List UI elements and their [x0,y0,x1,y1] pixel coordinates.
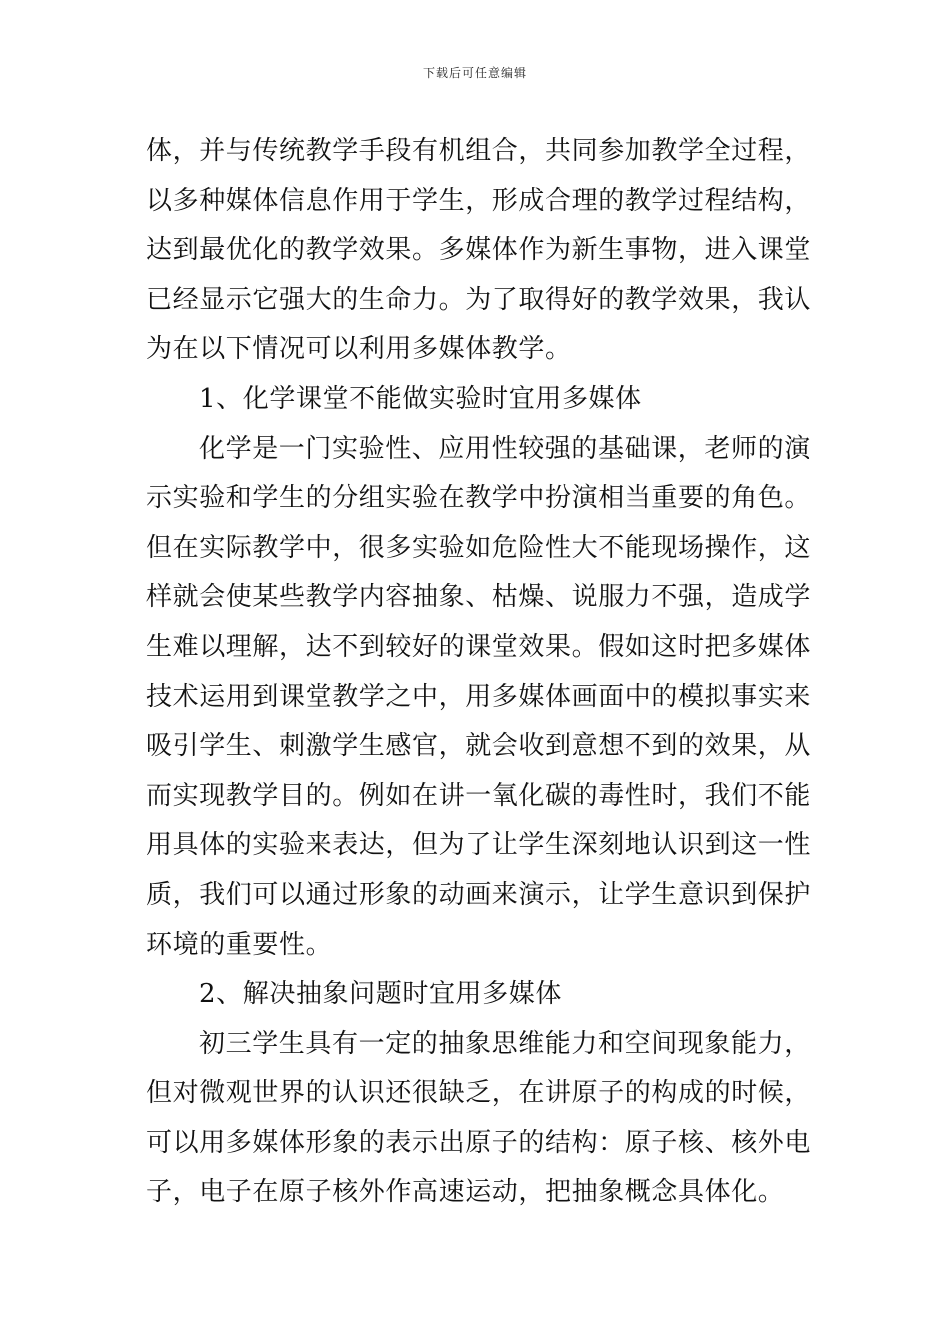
text-line: 以多种媒体信息作用于学生，形成合理的教学过程结构， [146,185,812,216]
text-line: 体，并与传统教学手段有机组合，共同参加教学全过程， [146,136,812,166]
text-line: 生难以理解，达不到较好的课堂效果。假如这时把多媒体 [146,631,812,662]
text-line: 吸引学生、刺激学生感官，就会收到意想不到的效果，从 [146,731,812,762]
page-header: 下载后可任意编辑 [422,66,527,80]
text-line: 环境的重要性。 [146,929,333,960]
paragraph-start: 初三学生具有一定的抽象思维能力和空间现象能力， [199,1028,811,1059]
body-text [146,127,812,1218]
section-heading-2: 2、解决抽象问题时宜用多媒体 [199,979,562,1010]
section-heading-1: 1、化学课堂不能做实验时宜用多媒体 [199,383,642,414]
text-line: 子，电子在原子核外作高速运动，把抽象概念具体化。 [146,1177,785,1208]
text-line: 为在以下情况可以利用多媒体教学。 [146,334,572,365]
text-line: 技术运用到课堂教学之中，用多媒体画面中的模拟事实来 [146,681,812,712]
paragraph-start: 化学是一门实验性、应用性较强的基础课，老师的演 [199,433,811,464]
text-line: 已经显示它强大的生命力。为了取得好的教学效果，我认 [146,284,812,315]
text-line: 但在实际教学中，很多实验如危险性大不能现场操作，这 [146,532,812,563]
text-line: 而实现教学目的。例如在讲一氧化碳的毒性时，我们不能 [146,780,812,811]
text-line: 但对微观世界的认识还很缺乏，在讲原子的构成的时候， [146,1078,812,1109]
text-line: 质，我们可以通过形象的动画来演示，让学生意识到保护 [146,879,812,910]
text-line: 可以用多媒体形象的表示出原子的结构：原子核、核外电 [146,1127,812,1158]
text-line: 用具体的实验来表达，但为了让学生深刻地认识到这一性 [146,830,812,861]
text-line: 示实验和学生的分组实验在教学中扮演相当重要的角色。 [146,483,812,514]
text-line: 样就会使某些教学内容抽象、枯燥、说服力不强，造成学 [146,582,812,613]
text-line: 达到最优化的教学效果。多媒体作为新生事物，进入课堂 [146,235,812,266]
